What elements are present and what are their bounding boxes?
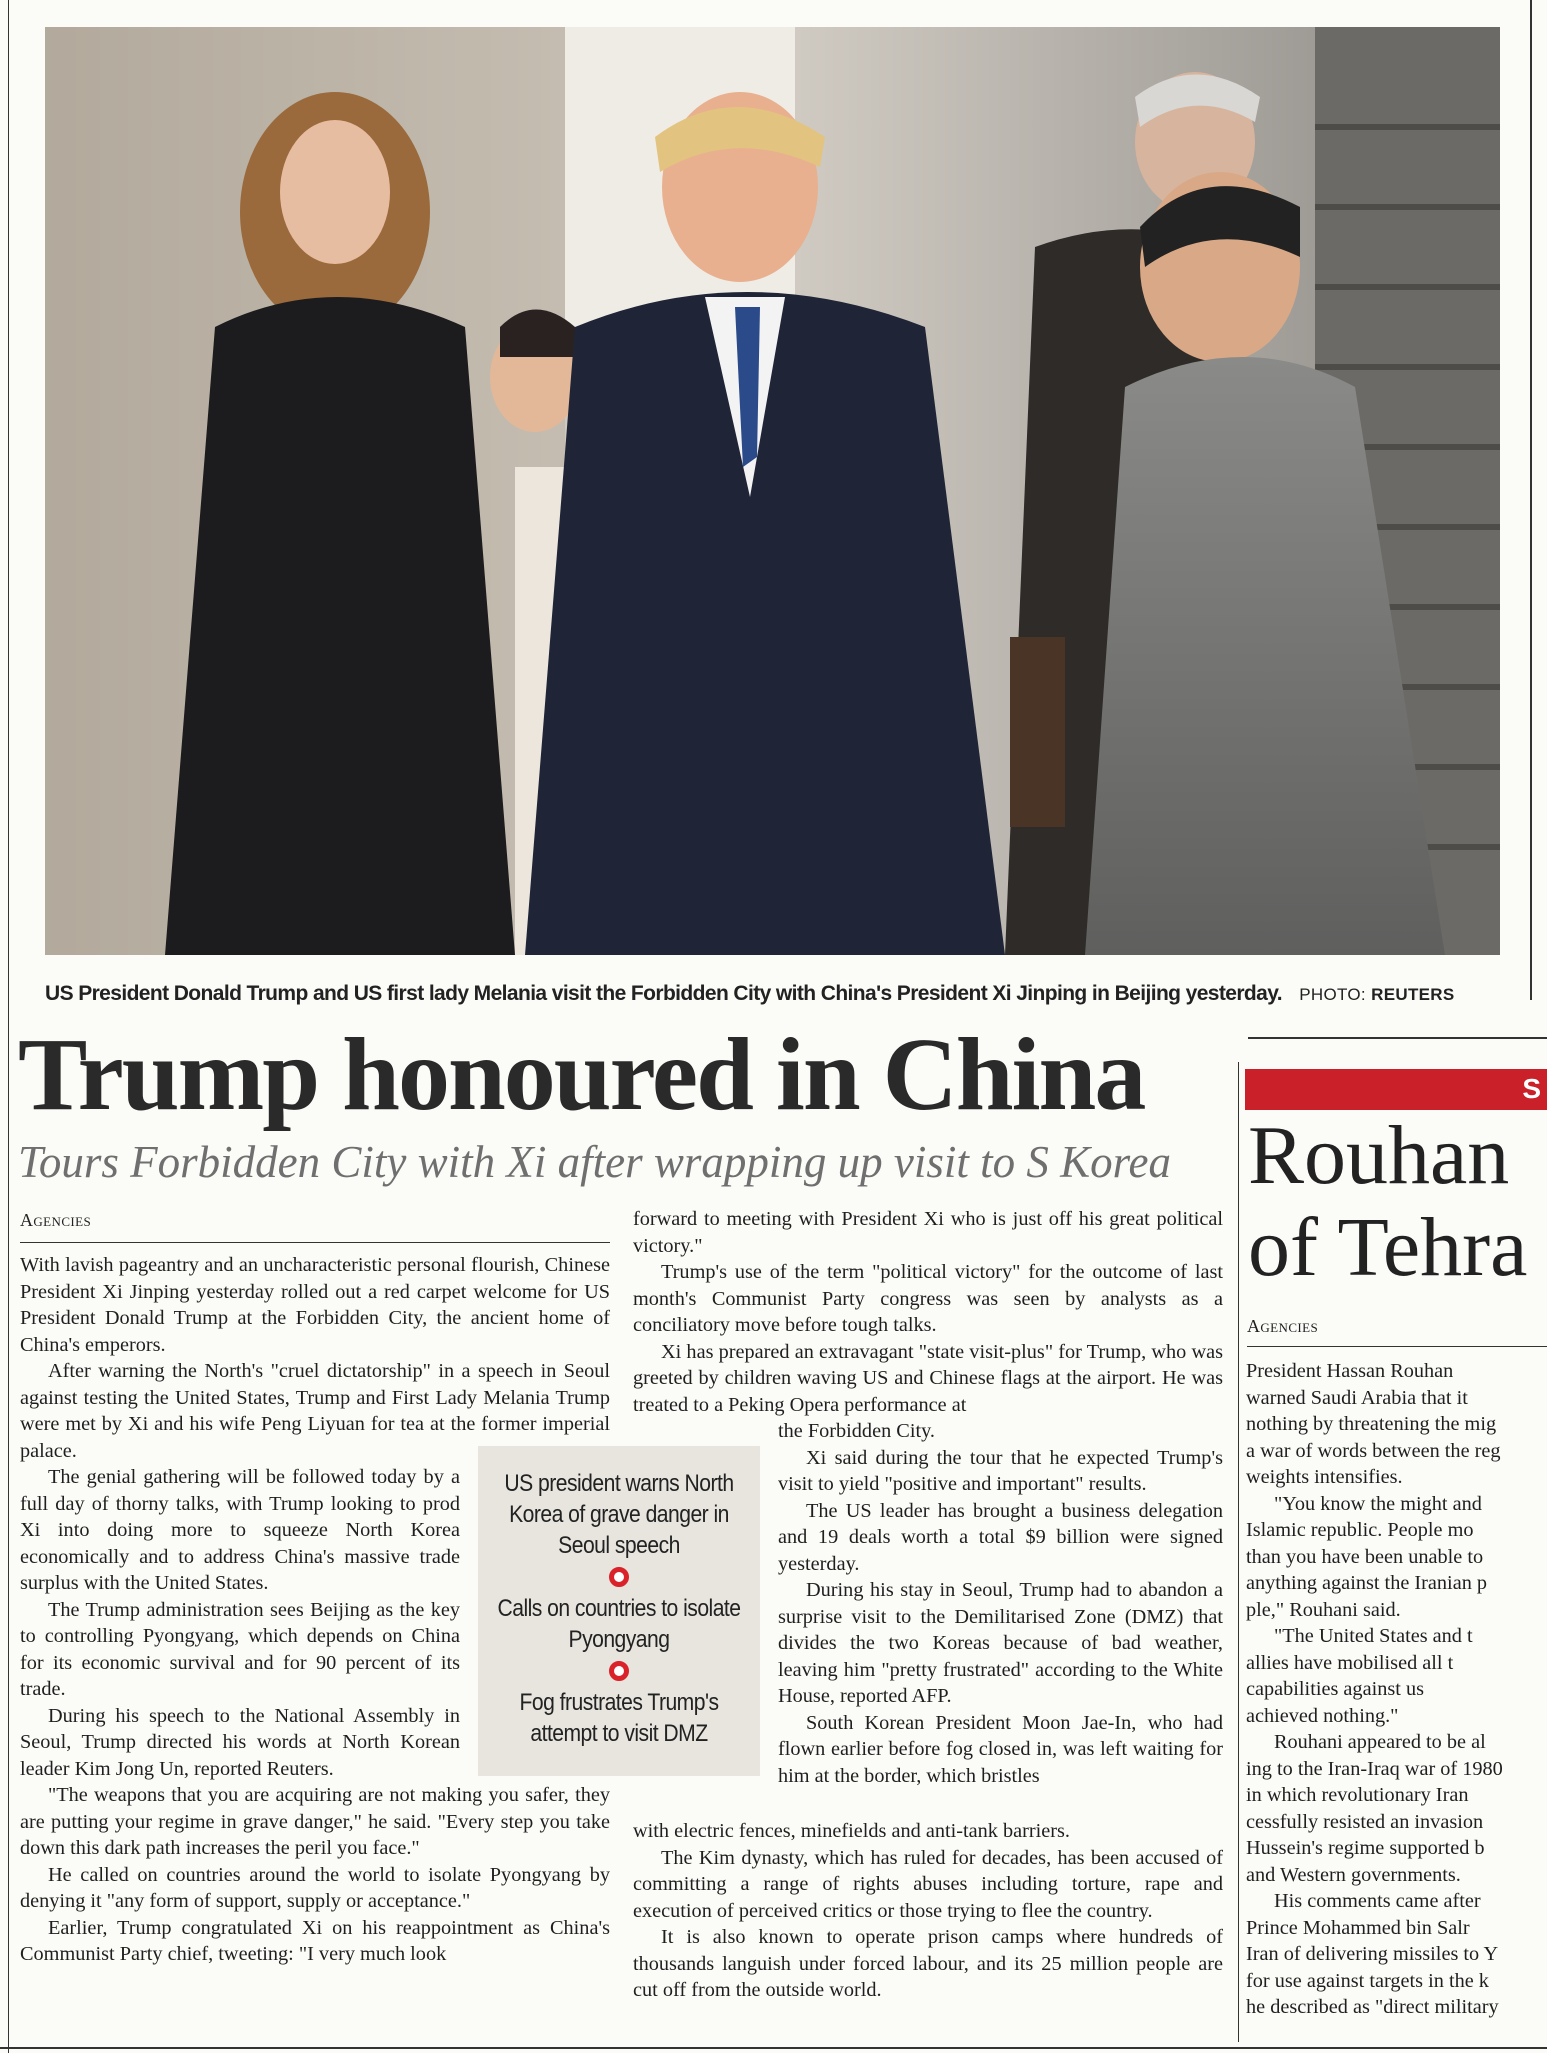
pullquote-item: Fog frustrates Trump's attempt to visit DMZ	[519, 1689, 719, 1747]
caption-text: US President Donald Trump and US first lady Melania visit the Forbidden City with China's President Xi Jinping in Beijing yesterday.	[45, 982, 1282, 1005]
side-story-body	[1246, 1358, 1547, 2021]
text-line: "The United States and t	[1274, 1625, 1473, 1647]
text-line: he described as "direct military	[1246, 1996, 1499, 2018]
side-top-rule	[1248, 1037, 1547, 1039]
photo-caption	[45, 982, 1505, 1012]
photo-credit-prefix: PHOTO:	[1299, 985, 1366, 1004]
story-byline: Agencies	[20, 1210, 92, 1230]
text-line: President Hassan Rouhan	[1246, 1360, 1454, 1382]
paragraph: Xi has prepared an extravagant "state visit-plus" for Trump, who was greeted by children waving US and Chinese flags at the airport. He was treated to a Peking Opera performance at	[633, 1340, 1223, 1416]
news-photo	[45, 27, 1500, 955]
story-column-2-top	[633, 1206, 1223, 1418]
story-subhead: Tours Forbidden City with Xi after wrapping up visit to S Korea	[18, 1137, 1171, 1187]
text-line: nothing by threatening the mig	[1246, 1413, 1497, 1435]
paragraph: The Trump administration sees Beijing as the key to controlling Pyongyang, which depends on China for its economic survival and for 90 percent of its trade.	[20, 1598, 460, 1700]
paragraph: Earlier, Trump congratulated Xi on his reappointment as China's Communist Party chief, tweeting: "I very much look	[20, 1916, 610, 1965]
bottom-rule	[0, 2047, 1547, 2049]
paragraph: It is also known to operate prison camps where hundreds of thousands languish under forced labour, and its 25 million people are cut off from the outside world.	[633, 1926, 1223, 2001]
text-line: cessfully resisted an invasion	[1246, 1810, 1484, 1833]
paragraph: Xi said during the tour that he expected Trump's visit to yield "positive and important" results.	[778, 1446, 1223, 1495]
paragraph: The US leader has brought a business delegation and 19 deals worth a total $9 billion were signed yesterday.	[778, 1499, 1223, 1575]
pullquote-item: US president warns North Korea of grave danger in Seoul speech	[504, 1470, 734, 1559]
text-line: achieved nothing."	[1246, 1704, 1399, 1727]
paragraph: "The weapons that you are acquiring are not making you safer, they are putting your regime in grave danger," he said. "Every step you take down this dark path increases the peril you face."	[20, 1784, 610, 1859]
text-line: Prince Mohammed bin Salr	[1246, 1916, 1470, 1939]
story-column-2-bottom	[633, 1818, 1223, 2004]
text-line: Iran of delivering missiles to Y	[1246, 1943, 1499, 1965]
paragraph: During his speech to the National Assembly in Seoul, Trump directed his words at North Korean leader Kim Jong Un, reported Reuters.	[20, 1704, 460, 1780]
paragraph: with electric fences, minefields and anti-tank barriers.	[633, 1820, 1070, 1842]
section-kicker: S	[1522, 1073, 1541, 1104]
text-line: warned Saudi Arabia that it	[1246, 1386, 1468, 1409]
text-line: allies have mobilised all t	[1246, 1651, 1454, 1674]
paragraph: The Kim dynasty, which has ruled for decades, has been accused of committing a range of rights abuses including torture, rape and execution of perceived critics or those trying to flee the country.	[633, 1846, 1223, 1922]
paragraph: He called on countries around the world to isolate Pyongyang by denying it "any form of support, supply or acceptance."	[20, 1863, 610, 1912]
column-divider	[1238, 1062, 1239, 2042]
headline-line: Rouhan	[1248, 1110, 1510, 1202]
paragraph: After warning the North's "cruel dictatorship" in a speech in Seoul against testing the United States, Trump and First Lady Melania Trump were met by Xi and his wife Peng Liyuan for tea at the former imperial palace.	[20, 1360, 610, 1462]
text-line: Islamic republic. People mo	[1246, 1519, 1474, 1541]
text-line: Rouhani appeared to be al	[1274, 1731, 1486, 1753]
paragraph: The genial gathering will be followed today by a full day of thorny talks, with Trump looking to prod Xi into doing more to squeeze North Korea economically and to address China's massive trade surplus with the United States.	[20, 1466, 460, 1594]
story-column-2-middle	[778, 1418, 1223, 1789]
text-line: in which revolutionary Iran	[1246, 1784, 1469, 1806]
text-line: capabilities against us	[1246, 1678, 1424, 1700]
text-line: ple," Rouhani said.	[1246, 1598, 1401, 1621]
text-line: for use against targets in the k	[1246, 1969, 1489, 1992]
pullquote-box	[478, 1446, 760, 1776]
side-story-headline	[1248, 1110, 1547, 1294]
text-line: and Western governments.	[1246, 1863, 1461, 1886]
paragraph: South Korean President Moon Jae-In, who had flown earlier before fog closed in, was left waiting for him at the border, which bristles	[778, 1711, 1223, 1787]
section-kicker-bar	[1245, 1069, 1547, 1110]
side-story-byline: Agencies	[1247, 1316, 1319, 1336]
text-line: His comments came after	[1274, 1890, 1481, 1912]
text-line: weights intensifies.	[1246, 1466, 1403, 1488]
byline-rule	[20, 1242, 610, 1243]
text-line: "You know the might and	[1274, 1492, 1482, 1515]
bullet-ring-icon	[609, 1661, 629, 1681]
narrow-paragraphs	[20, 1464, 460, 1782]
text-line: ing to the Iran-Iraq war of 1980	[1246, 1757, 1503, 1780]
photo-credit: REUTERS	[1371, 985, 1455, 1004]
pullquote-item: Calls on countries to isolate Pyongyang	[497, 1595, 741, 1653]
side-byline-rule	[1247, 1346, 1547, 1347]
paragraph: Trump's use of the term "political victory" for the outcome of last month's Communist Party congress was seen by analysts as a conciliatory move before tough talks.	[633, 1261, 1223, 1336]
paragraph: During his stay in Seoul, Trump had to abandon a surprise visit to the Demilitarised Zone (DMZ) that divides the two Koreas because of bad weather, leaving him "pretty frustrated" according to the White House, reported AFP.	[778, 1579, 1223, 1707]
photo-illustration	[45, 27, 1500, 955]
right-margin-rule	[1530, 0, 1532, 1000]
paragraph: forward to meeting with President Xi who is just off his great political victory."	[633, 1208, 1223, 1257]
story-headline: Trump honoured in China	[18, 1017, 1145, 1132]
text-line: Hussein's regime supported b	[1246, 1837, 1485, 1859]
bullet-ring-icon	[609, 1567, 629, 1587]
paragraph: With lavish pageantry and an uncharacteristic personal flourish, Chinese President Xi Jinping yesterday rolled out a red carpet welcome for US President Donald Trump at the Forbidden City, the ancient home of China's emperors.	[20, 1254, 610, 1356]
left-margin-rule	[8, 0, 9, 2053]
headline-line: of Tehra	[1248, 1201, 1528, 1294]
text-line: a war of words between the reg	[1246, 1439, 1501, 1462]
text-line: than you have been unable to	[1246, 1545, 1484, 1568]
text-line: anything against the Iranian p	[1246, 1572, 1488, 1594]
paragraph: the Forbidden City.	[778, 1420, 935, 1442]
